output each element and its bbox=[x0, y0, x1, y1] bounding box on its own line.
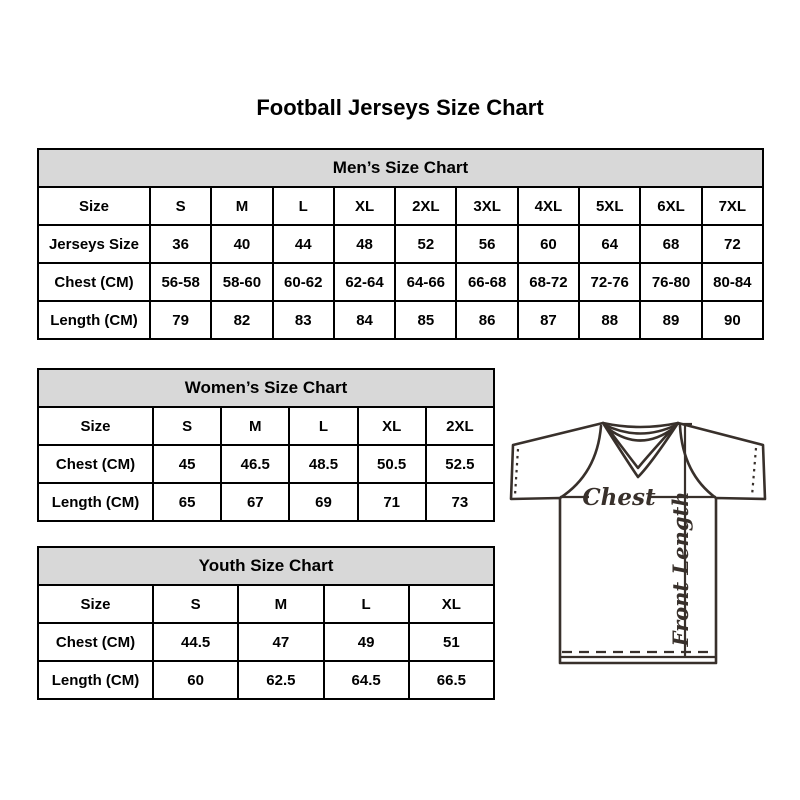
value-cell: 47 bbox=[238, 623, 323, 661]
value-cell: 52 bbox=[395, 225, 456, 263]
jersey-outline bbox=[511, 423, 765, 663]
value-cell: 86 bbox=[456, 301, 517, 339]
value-cell: 46.5 bbox=[221, 445, 289, 483]
value-cell: 7XL bbox=[702, 187, 763, 225]
value-cell: 60-62 bbox=[273, 263, 334, 301]
right-cuff-stitch-dotted-line bbox=[752, 448, 756, 496]
table-row bbox=[38, 445, 494, 483]
value-cell: 89 bbox=[640, 301, 701, 339]
table-row bbox=[38, 301, 763, 339]
value-cell: S bbox=[153, 407, 221, 445]
value-cell: XL bbox=[358, 407, 426, 445]
table-row bbox=[38, 661, 494, 699]
table-row bbox=[38, 263, 763, 301]
value-cell: XL bbox=[334, 187, 395, 225]
value-cell: 76-80 bbox=[640, 263, 701, 301]
value-cell: M bbox=[221, 407, 289, 445]
row-label-cell: Chest (CM) bbox=[38, 263, 150, 301]
value-cell: 68 bbox=[640, 225, 701, 263]
row-label-cell: Size bbox=[38, 187, 150, 225]
value-cell: 4XL bbox=[518, 187, 579, 225]
value-cell: 82 bbox=[211, 301, 272, 339]
jersey-diagram-svg bbox=[502, 404, 778, 670]
value-cell: 90 bbox=[702, 301, 763, 339]
mens-size-chart bbox=[37, 148, 764, 340]
value-cell: 71 bbox=[358, 483, 426, 521]
row-label-cell: Chest (CM) bbox=[38, 623, 153, 661]
value-cell: 60 bbox=[153, 661, 238, 699]
value-cell: 52.5 bbox=[426, 445, 494, 483]
value-cell: 64 bbox=[579, 225, 640, 263]
value-cell: 40 bbox=[211, 225, 272, 263]
value-cell: XL bbox=[409, 585, 494, 623]
jersey-collar-outer-v bbox=[603, 423, 678, 477]
value-cell: S bbox=[153, 585, 238, 623]
value-cell: 48.5 bbox=[289, 445, 357, 483]
value-cell: 48 bbox=[334, 225, 395, 263]
value-cell: 36 bbox=[150, 225, 211, 263]
value-cell: L bbox=[273, 187, 334, 225]
row-label-cell: Size bbox=[38, 407, 153, 445]
youth-size-chart bbox=[37, 546, 495, 700]
value-cell: 79 bbox=[150, 301, 211, 339]
value-cell: 44.5 bbox=[153, 623, 238, 661]
value-cell: 56-58 bbox=[150, 263, 211, 301]
womens-chart-header: Women’s Size Chart bbox=[37, 368, 495, 408]
value-cell: 85 bbox=[395, 301, 456, 339]
value-cell: 6XL bbox=[640, 187, 701, 225]
row-label-cell: Jerseys Size bbox=[38, 225, 150, 263]
value-cell: 66.5 bbox=[409, 661, 494, 699]
table-row bbox=[38, 585, 494, 623]
value-cell: 65 bbox=[153, 483, 221, 521]
value-cell: 66-68 bbox=[456, 263, 517, 301]
row-label-cell: Length (CM) bbox=[38, 301, 150, 339]
womens-size-chart bbox=[37, 368, 495, 522]
youth-chart-header: Youth Size Chart bbox=[37, 546, 495, 586]
value-cell: 73 bbox=[426, 483, 494, 521]
value-cell: 83 bbox=[273, 301, 334, 339]
value-cell: 2XL bbox=[395, 187, 456, 225]
jersey-measurement-diagram bbox=[502, 404, 778, 670]
value-cell: M bbox=[211, 187, 272, 225]
value-cell: 64-66 bbox=[395, 263, 456, 301]
front-length-measure-label: Front Length bbox=[668, 491, 693, 647]
value-cell: 64.5 bbox=[324, 661, 409, 699]
value-cell: 88 bbox=[579, 301, 640, 339]
value-cell: 45 bbox=[153, 445, 221, 483]
value-cell: 62-64 bbox=[334, 263, 395, 301]
value-cell: S bbox=[150, 187, 211, 225]
value-cell: 50.5 bbox=[358, 445, 426, 483]
table-row bbox=[38, 407, 494, 445]
womens-size-table bbox=[37, 406, 495, 522]
value-cell: 84 bbox=[334, 301, 395, 339]
left-cuff-stitch-dotted-line bbox=[515, 449, 518, 495]
value-cell: 80-84 bbox=[702, 263, 763, 301]
row-label-cell: Length (CM) bbox=[38, 661, 153, 699]
value-cell: 72 bbox=[702, 225, 763, 263]
value-cell: 5XL bbox=[579, 187, 640, 225]
chest-measure-label: Chest bbox=[582, 484, 656, 511]
table-row bbox=[38, 483, 494, 521]
value-cell: 62.5 bbox=[238, 661, 323, 699]
value-cell: 69 bbox=[289, 483, 357, 521]
value-cell: 49 bbox=[324, 623, 409, 661]
youth-size-table bbox=[37, 584, 495, 700]
value-cell: 3XL bbox=[456, 187, 517, 225]
value-cell: 68-72 bbox=[518, 263, 579, 301]
value-cell: L bbox=[289, 407, 357, 445]
table-row bbox=[38, 187, 763, 225]
value-cell: 51 bbox=[409, 623, 494, 661]
value-cell: 87 bbox=[518, 301, 579, 339]
value-cell: 56 bbox=[456, 225, 517, 263]
value-cell: M bbox=[238, 585, 323, 623]
mens-size-table bbox=[37, 186, 764, 340]
row-label-cell: Length (CM) bbox=[38, 483, 153, 521]
value-cell: 60 bbox=[518, 225, 579, 263]
value-cell: 44 bbox=[273, 225, 334, 263]
value-cell: 58-60 bbox=[211, 263, 272, 301]
table-row bbox=[38, 623, 494, 661]
value-cell: 2XL bbox=[426, 407, 494, 445]
row-label-cell: Chest (CM) bbox=[38, 445, 153, 483]
value-cell: 67 bbox=[221, 483, 289, 521]
row-label-cell: Size bbox=[38, 585, 153, 623]
page-title: Football Jerseys Size Chart bbox=[256, 95, 544, 120]
value-cell: L bbox=[324, 585, 409, 623]
mens-chart-header: Men’s Size Chart bbox=[37, 148, 764, 188]
table-row bbox=[38, 225, 763, 263]
value-cell: 72-76 bbox=[579, 263, 640, 301]
